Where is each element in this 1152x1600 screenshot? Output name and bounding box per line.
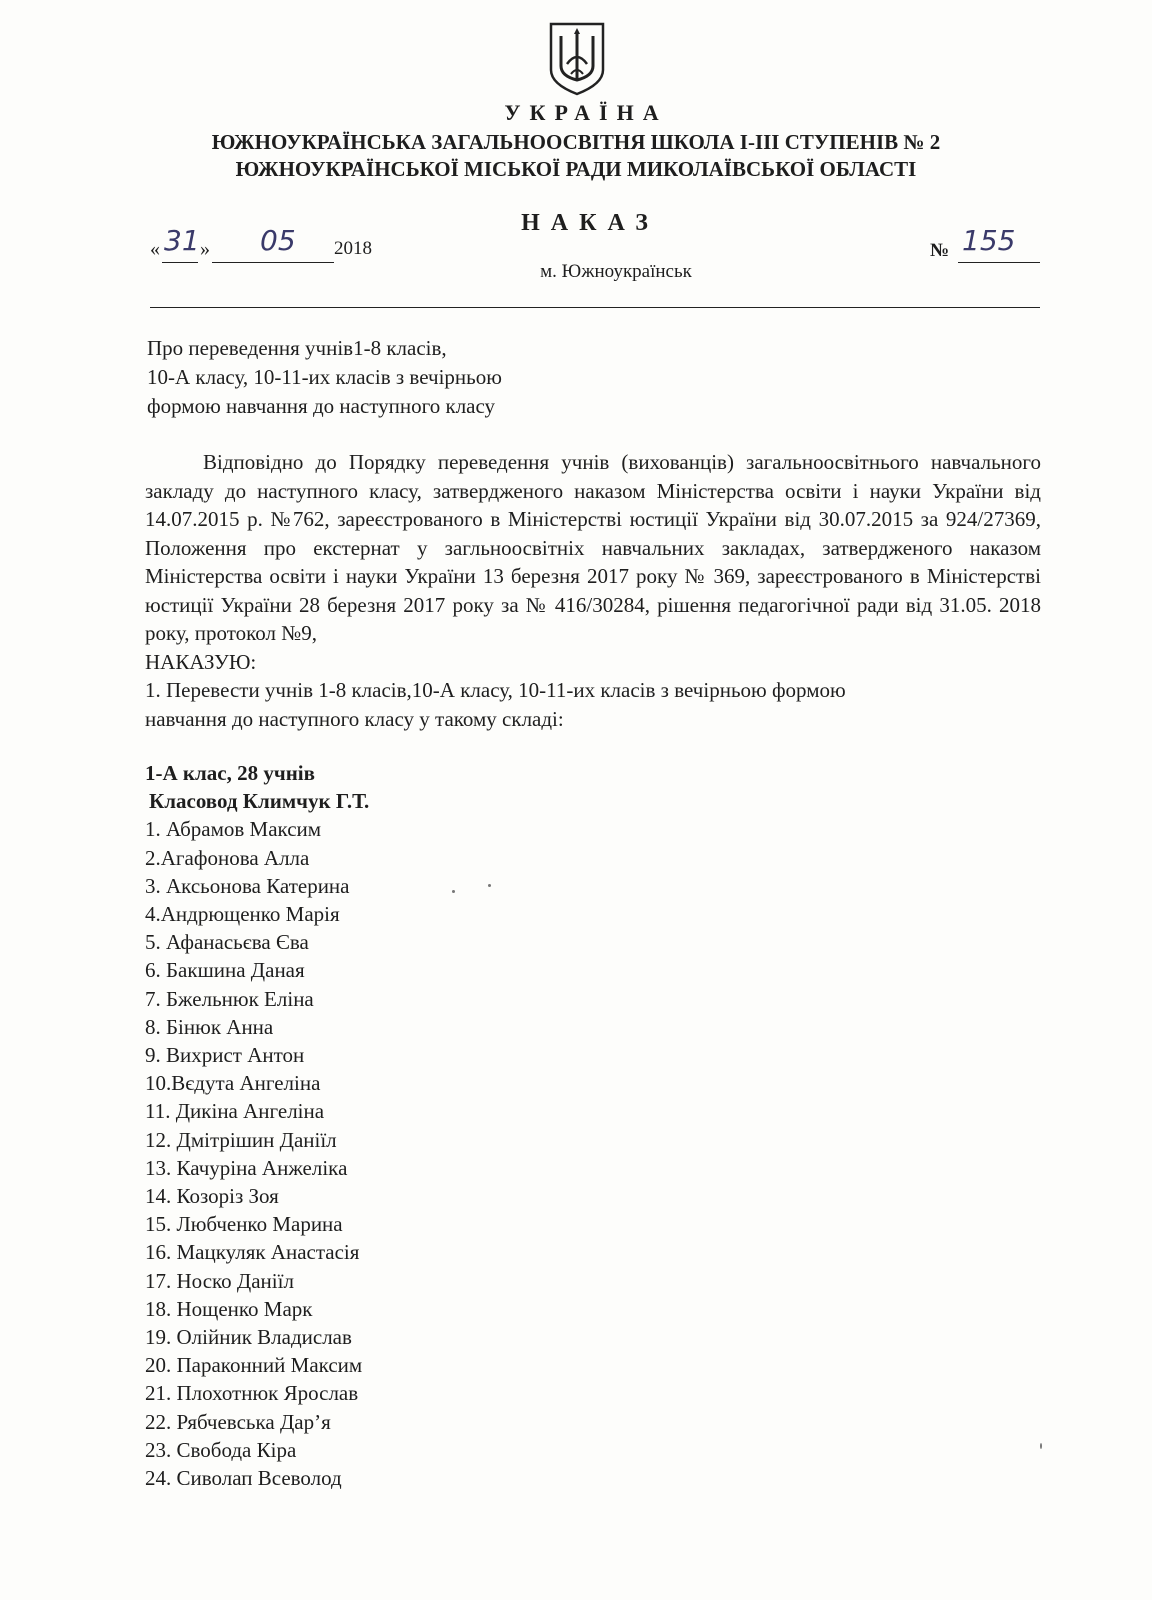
order-number-label: № [930, 240, 950, 261]
item-1-line-1: 1. Перевести учнів 1-8 класів,10-А класу, 10-11-их класів з вечірньою формою [145, 678, 846, 702]
student-list-item: 12. Дмітрішин Даніїл [145, 1127, 337, 1152]
student-list-item: 15. Любченко Марина [145, 1212, 343, 1237]
student-list-item: 10.Вєдута Ангеліна [145, 1071, 321, 1096]
student-list-item: 18. Нощенко Марк [145, 1296, 313, 1321]
date-day: 31 [164, 224, 200, 257]
scan-speck [452, 890, 455, 893]
student-list-item: 19. Олійник Владислав [145, 1325, 352, 1350]
student-list-item: 24. Сиволап Всеволод [145, 1466, 342, 1491]
trident-emblem-icon [545, 20, 609, 96]
student-list-item: 1. Абрамов Максим [145, 817, 322, 842]
date-open-quote: « [150, 238, 160, 260]
student-list-item: 14. Козоріз Зоя [145, 1184, 279, 1209]
student-list-item: 8. Бінюк Анна [145, 1014, 274, 1039]
subject-line: формою навчання до наступного класу [147, 394, 496, 418]
student-list-item: 7. Бжельнюк Еліна [145, 986, 314, 1011]
student-list-item: 17. Носко Даніїл [145, 1268, 294, 1293]
order-body [145, 448, 1041, 733]
school-name-line-1: ЮЖНОУКРАЇНСЬКА ЗАГАЛЬНООСВІТНЯ ШКОЛА І-ІІІ СТУПЕНІВ № 2 [211, 130, 941, 154]
student-list-item: 2.Агафонова Алла [145, 845, 310, 870]
student-list-item: 13. Качуріна Анжеліка [145, 1155, 348, 1180]
order-number [930, 226, 1050, 266]
student-list-item: 9. Вихрист Антон [145, 1043, 305, 1068]
student-list-item: 21. Плохотнюк Ярослав [145, 1381, 359, 1406]
order-date [150, 226, 410, 266]
student-list-item: 4.Андрющенко Марія [145, 902, 340, 927]
student-list-item: 16. Мацкуляк Анастасія [145, 1240, 360, 1265]
preamble-paragraph: Відповідно до Порядку переведення учнів (вихованців) загальноосвітнього навчального закладу до наступного класу, затвердженого наказом Міністерства освіти і науки України від 14.07.2015 р. №762, зареєстрованого в Міністерстві юстиції України від 30.07.2015 за 924/27369, Положення про екстернат у загльноосвітніх навчальних закладах, затвердженого наказом Міністерства освіти і науки України 13 березня 2017 року № 369, зареєстрованого в Міністерстві юстиції України 28 березня 2017 року за № 416/30284, рішення педагогічної ради від 31.05. 2018 року, протокол №9, [145, 450, 1041, 645]
student-list-item: 6. Бакшина Даная [145, 958, 305, 983]
class-teacher: Класовод Климчук Г.Т. [149, 789, 370, 814]
city-name: м. Южноукраїнськ [540, 261, 692, 282]
student-list [145, 815, 369, 1492]
student-list-item: 23. Свобода Кіра [145, 1437, 297, 1462]
class-section [145, 759, 369, 1492]
order-number-value: 155 [962, 224, 1016, 257]
scan-speck [1040, 1443, 1042, 1449]
student-list-item: 5. Афанасьєва Єва [145, 930, 309, 955]
student-list-item: 3. Аксьонова Катерина [145, 873, 350, 898]
order-title: НАКАЗ [521, 210, 659, 236]
country-heading: УКРАЇНА [504, 100, 668, 125]
order-word: НАКАЗУЮ: [145, 649, 257, 674]
student-list-item: 22. Рябчевська Дар’я [145, 1409, 331, 1434]
date-close-quote: » [200, 238, 210, 260]
student-list-item: 11. Дикіна Ангеліна [145, 1099, 325, 1124]
order-subject [147, 334, 502, 421]
subject-line: 10-А класу, 10-11-их класів з вечірньою [147, 365, 502, 389]
header-divider [150, 307, 1040, 308]
scan-speck [488, 884, 491, 887]
class-title: 1-А клас, 28 учнів [145, 761, 315, 785]
student-list-item: 20. Параконний Максим [145, 1353, 363, 1378]
date-month: 05 [260, 224, 296, 257]
subject-line: Про переведення учнів1-8 класів, [147, 336, 447, 360]
item-1-line-2: навчання до наступного класу у такому складі: [145, 706, 564, 731]
date-year: 2018 [334, 238, 372, 259]
school-name-line-2: ЮЖНОУКРАЇНСЬКОЇ МІСЬКОЇ РАДИ МИКОЛАЇВСЬКОЇ ОБЛАСТІ [235, 157, 917, 181]
